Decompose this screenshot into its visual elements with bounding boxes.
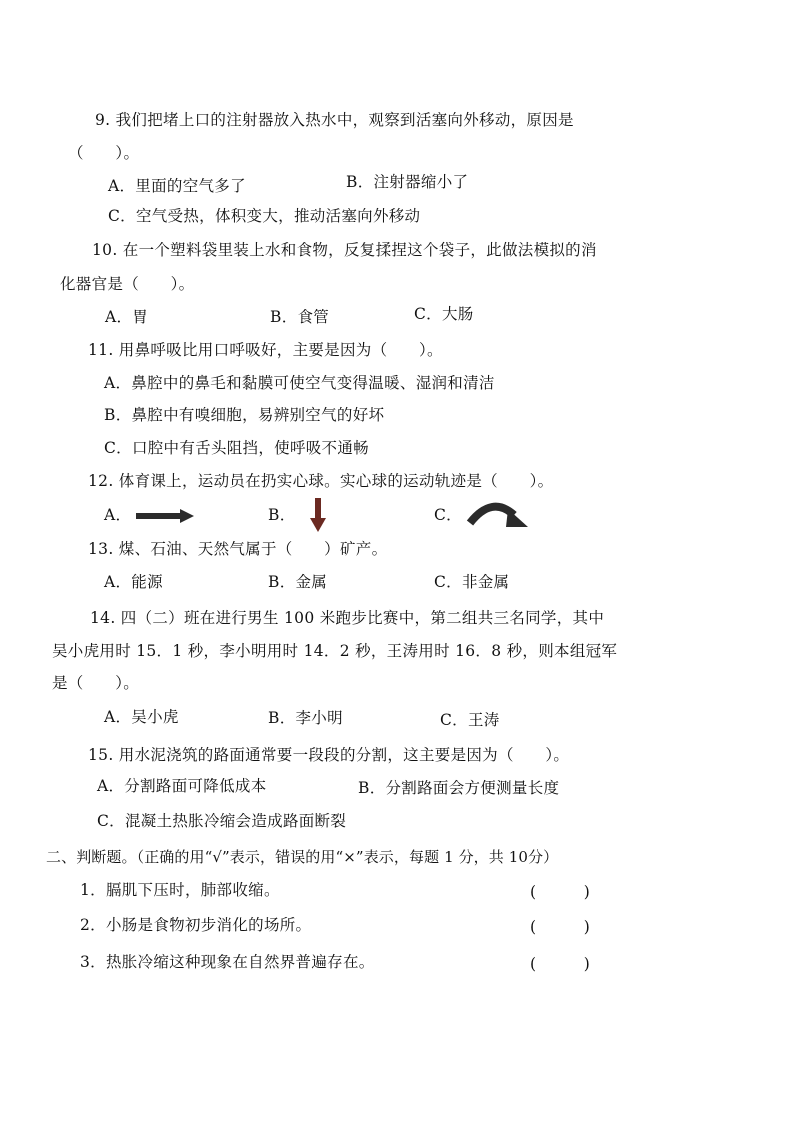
tf-item-1-blank[interactable]: ( ): [530, 883, 591, 901]
q13-option-b: B．金属: [268, 573, 328, 591]
q14-option-b: B．李小明: [268, 709, 343, 727]
q13-option-a: A．能源: [104, 573, 163, 591]
down-arrow-icon: [308, 498, 328, 534]
q14-option-c: C．王涛: [440, 711, 500, 729]
q12-stem: 12. 体育课上，运动员在扔实心球。实心球的运动轨迹是（ ）。: [88, 472, 554, 490]
q11-option-b: B．鼻腔中有嗅细胞，易辨别空气的好坏: [104, 406, 385, 424]
q10-option-c: C．大肠: [414, 305, 474, 323]
q15-option-b: B．分割路面会方便测量长度: [358, 779, 560, 797]
q12-option-a: A．: [104, 506, 132, 524]
q10-option-a: A．胃: [105, 308, 149, 326]
q9-stem-line1: 9. 我们把堵上口的注射器放入热水中，观察到活塞向外移动，原因是: [95, 111, 574, 129]
q12-option-b: B．: [268, 506, 296, 524]
q10-stem-line2: 化器官是（ ）。: [60, 275, 195, 293]
tf-item-3-blank[interactable]: ( ): [530, 955, 591, 973]
q11-stem: 11. 用鼻呼吸比用口呼吸好，主要是因为（ ）。: [88, 341, 443, 359]
q14-stem-line2: 吴小虎用时 15．1 秒，李小明用时 14．2 秒，王涛用时 16．8 秒，则本组冠军: [52, 642, 618, 660]
tf-item-2-text: 2．小肠是食物初步消化的场所。: [80, 916, 312, 934]
q9-option-c: C．空气受热，体积变大，推动活塞向外移动: [108, 207, 421, 225]
q10-stem-line1: 10. 在一个塑料袋里装上水和食物，反复揉捏这个袋子，此做法模拟的消: [92, 241, 597, 259]
q15-option-c: C．混凝土热胀冷缩会造成路面断裂: [97, 812, 347, 830]
q13-stem: 13. 煤、石油、天然气属于（ ）矿产。: [88, 540, 388, 558]
q9-option-a: A．里面的空气多了: [108, 177, 246, 195]
q12-option-c: C．: [434, 506, 462, 524]
q14-stem-line1: 14. 四（二）班在进行男生 100 米跑步比赛中，第二组共三名同学，其中: [90, 609, 605, 627]
tf-item-2-blank[interactable]: ( ): [530, 918, 591, 936]
q14-option-a: A．吴小虎: [104, 708, 179, 726]
q15-stem: 15. 用水泥浇筑的路面通常要一段段的分割，这主要是因为（ ）。: [88, 746, 570, 764]
q9-option-b: B．注射器缩小了: [346, 173, 469, 191]
section2-heading: 二、判断题。（正确的用“√”表示，错误的用“×”表示，每题 1 分，共 10分）: [46, 848, 559, 866]
q15-option-a: A．分割路面可降低成本: [97, 777, 267, 795]
q10-option-b: B．食管: [270, 308, 330, 326]
curved-arc-arrow-icon: [466, 497, 532, 533]
tf-item-1-text: 1．膈肌下压时，肺部收缩。: [80, 881, 280, 899]
tf-item-3-text: 3．热胀冷缩这种现象在自然界普遍存在。: [80, 953, 375, 971]
q14-stem-line3: 是（ ）。: [52, 674, 140, 692]
q9-stem-line2: （ ）。: [68, 144, 140, 162]
right-arrow-icon: [136, 508, 196, 524]
q13-option-c: C．非金属: [434, 573, 510, 591]
q11-option-a: A．鼻腔中的鼻毛和黏膜可使空气变得温暖、湿润和清洁: [104, 374, 495, 392]
q11-option-c: C．口腔中有舌头阻挡，使呼吸不通畅: [104, 439, 369, 457]
